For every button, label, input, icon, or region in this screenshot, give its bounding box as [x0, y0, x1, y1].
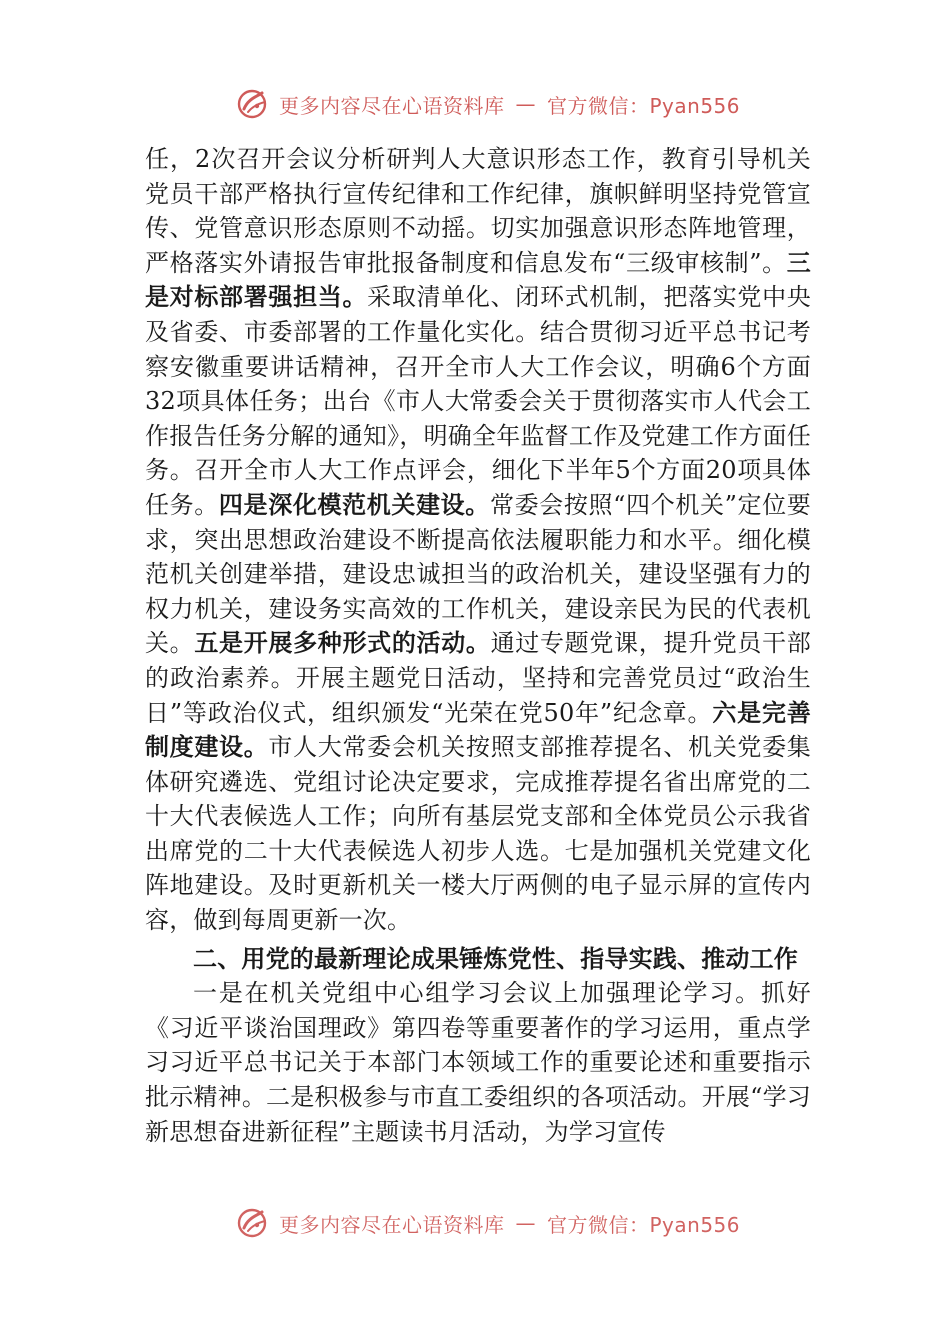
document-body	[145, 142, 811, 1149]
watermark-logo-icon	[235, 1206, 271, 1240]
body-paragraph-2	[145, 976, 811, 1149]
watermark-text: 更多内容尽在心语资料库	[279, 1212, 505, 1237]
text-run: 通过专题党课，提升党员干部的政治素养。开展主题党日活动，坚持和完善党员过“政治生日”等政治仪式，组织颁发“光荣在党50年”纪念章。	[145, 629, 811, 727]
bold-run-point-6: 六是完善制度建设。	[145, 698, 811, 762]
body-paragraph-1	[145, 142, 811, 938]
watermark-separator: —	[515, 1211, 536, 1235]
watermark-contact: 官方微信：Pyan556	[547, 93, 741, 118]
watermark-text: 更多内容尽在心语资料库	[279, 93, 505, 118]
section-heading-2: 二、用党的最新理论成果锤炼党性、指导实践、推动工作	[193, 944, 798, 973]
text-run: 采取清单化、闭环式机制，把落实党中央及省委、市委部署的工作量化实化。结合贯彻习近平总书记考察安徽重要讲话精神，召开全市人大工作会议，明确6个方面32项具体任务；出台《市人大常委会关于贯彻落实市人代会工作报告任务分解的通知》，明确全年监督工作及党建工作方面任务。召开全市人大工作点评会，细化下半年5个方面20项具体任务。	[145, 283, 811, 519]
watermark-contact: 官方微信：Pyan556	[547, 1212, 741, 1237]
watermark-logo-icon	[235, 87, 271, 121]
watermark-footer	[235, 1203, 755, 1243]
text-run: 任，2次召开会议分析研判人大意识形态工作，教育引导机关党员干部严格执行宣传纪律和工作纪律，旗帜鲜明坚持党管宣传、党管意识形态原则不动摇。切实加强意识形态阵地管理，严格落实外请报告审批报备制度和信息发布“三级审核制”。	[145, 145, 811, 277]
bold-run-point-5: 五是开展多种形式的活动。	[194, 629, 491, 658]
watermark-header	[235, 84, 755, 124]
text-run: 常委会按照“四个机关”定位要求，突出思想政治建设不断提高依法履职能力和水平。细化模范机关创建举措，建设忠诚担当的政治机关，建设坚强有力的权力机关，建设务实高效的工作机关，建设亲民为民的代表机关。	[145, 490, 811, 658]
text-run: 市人大常委会机关按照支部推荐提名、机关党委集体研究遴选、党组讨论决定要求，完成推荐提名省出席党的二十大代表候选人工作；向所有基层党支部和全体党员公示我省出席党的二十大代表候选人初步人选。七是加强机关党建文化阵地建设。及时更新机关一楼大厅两侧的电子显示屏的宣传内容，做到每周更新一次。	[145, 733, 811, 935]
text-run: 一是在机关党组中心组学习会议上加强理论学习。抓好《习近平谈治国理政》第四卷等重要著作的学习运用，重点学习习近平总书记关于本部门本领域工作的重要论述和重要指示批示精神。二是积极参与市直工委组织的各项活动。开展“学习新思想奋进新征程”主题读书月活动，为学习宣传	[145, 979, 811, 1146]
watermark-separator: —	[515, 92, 536, 116]
bold-run-point-4: 四是深化模范机关建设。	[218, 490, 490, 519]
bold-run-point-3: 三是对标部署强担当。	[145, 248, 811, 312]
